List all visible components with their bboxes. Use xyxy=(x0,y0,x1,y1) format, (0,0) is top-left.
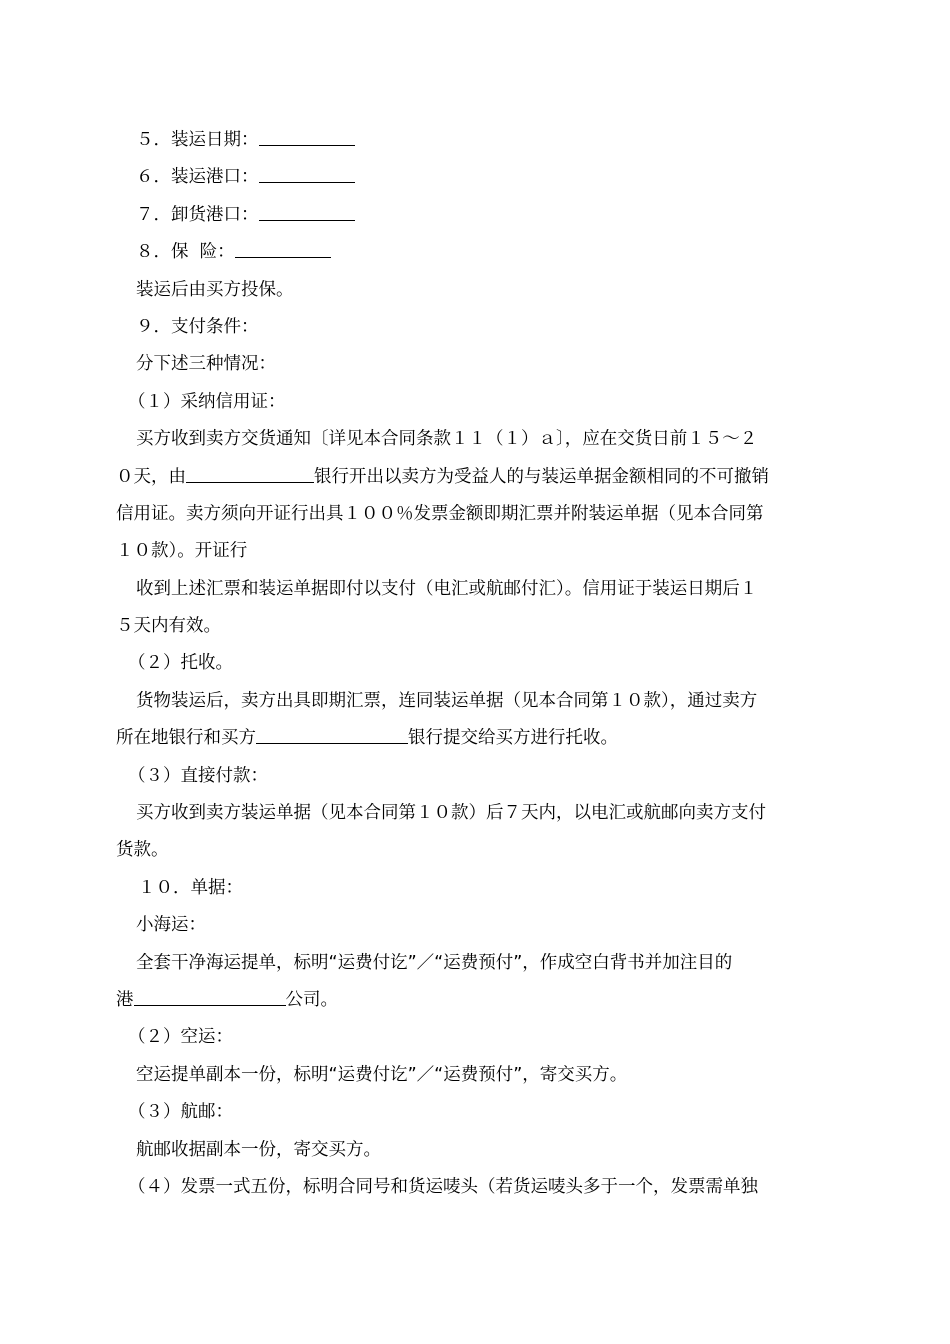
contract-body xyxy=(116,122,836,1206)
clause-10-documents: １０．单据： xyxy=(138,877,243,898)
issuing-bank-blank xyxy=(186,465,314,483)
paragraph-line: 港 公司。 xyxy=(116,989,338,1010)
paragraph-line: 全套干净海运提单，标明“运费付讫”／“运费预付”，作成空白背书并加注目的 xyxy=(136,952,733,973)
air-transport-heading: （２）空运： xyxy=(128,1027,233,1048)
payment-cases-intro: 分下述三种情况： xyxy=(136,354,276,375)
clause-9-payment-terms: ９．支付条件： xyxy=(136,316,259,337)
paragraph-line: 所在地银行和买方 银行提交给买方进行托收。 xyxy=(116,728,618,749)
clause-8-insurance: ８．保 险： xyxy=(116,234,836,271)
insurance-blank xyxy=(235,241,331,259)
paragraph-line: 买方收到卖方交货通知〔详见本合同条款１１（１）ａ〕，应在交货日前１５～２ xyxy=(136,429,758,450)
insurance-note: 装运后由买方投保。 xyxy=(136,279,294,300)
payment-case-3-heading: （３）直接付款： xyxy=(128,765,268,786)
paragraph-line: 空运提单副本一份，标明“运费付讫”／“运费预付”，寄交买方。 xyxy=(136,1064,628,1085)
clause-7-unloading-port: ７．卸货港口： xyxy=(116,197,836,234)
air-mail-heading: （３）航邮： xyxy=(128,1102,233,1123)
payment-case-2-heading: （２）托收。 xyxy=(128,653,233,674)
loading-port-blank xyxy=(259,166,355,184)
paragraph-line: 航邮收据副本一份，寄交买方。 xyxy=(136,1139,381,1160)
paragraph-line: （４）发票一式五份，标明合同号和货运唛头（若货运唛头多于一个，发票需单独 xyxy=(128,1176,758,1197)
sea-transport-heading: 小海运： xyxy=(136,915,206,936)
paragraph-line: 货物装运后，卖方出具即期汇票，连同装运单据（见本合同第１０款），通过卖方 xyxy=(136,690,758,711)
clause-5-shipping-date: ５．装运日期： xyxy=(116,122,836,159)
destination-port-blank xyxy=(134,988,286,1006)
paragraph-line: ０天，由 银行开出以卖方为受益人的与装运单据金额相同的不可撤销 xyxy=(116,466,769,487)
unloading-port-blank xyxy=(259,203,355,221)
paragraph-line: １０款）。开证行 xyxy=(116,541,248,562)
shipping-date-blank xyxy=(259,128,355,146)
payment-case-1-heading: （１）采纳信用证： xyxy=(128,391,286,412)
paragraph-line: 货款。 xyxy=(116,840,169,861)
paragraph-line: 信用证。卖方须向开证行出具１００％发票金额即期汇票并附装运单据（见本合同第 xyxy=(116,503,764,524)
paragraph-line: 买方收到卖方装运单据（见本合同第１０款）后７天内，以电汇或航邮向卖方支付 xyxy=(136,803,766,824)
clause-6-loading-port: ６．装运港口： xyxy=(116,159,836,196)
paragraph-line: 收到上述汇票和装运单据即付以支付（电汇或航邮付汇）。信用证于装运日期后１ xyxy=(136,578,758,599)
paragraph-line: ５天内有效。 xyxy=(116,616,221,637)
buyer-bank-blank xyxy=(256,727,408,745)
